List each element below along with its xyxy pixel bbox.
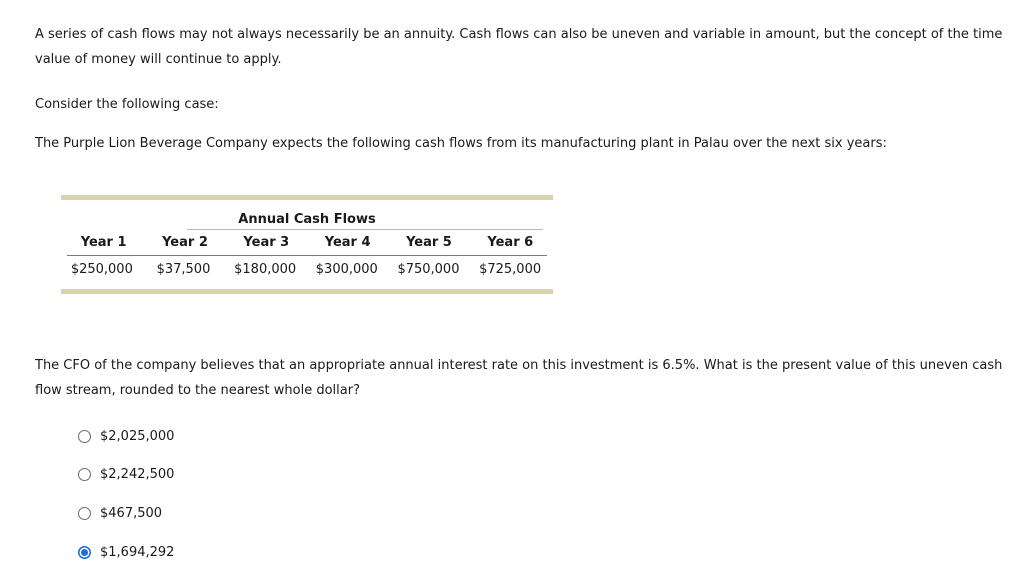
header-year-4: Year 4 <box>324 235 371 250</box>
value-year-2: $37,500 <box>156 262 211 277</box>
header-year-5: Year 5 <box>406 235 452 250</box>
header-year-6: Year 6 <box>487 235 534 250</box>
value-year-6: $725,000 <box>479 262 542 277</box>
option-label[interactable]: $1,694,292 <box>100 544 175 560</box>
value-year-1: $250,000 <box>70 262 133 277</box>
value-year-5: $750,000 <box>397 262 460 277</box>
answer-option[interactable] <box>78 464 174 486</box>
case-paragraph: The Purple Lion Beverage Company expects the following cash flows from its manufacturing plant in Palau over the next six years: <box>35 136 887 151</box>
option-label[interactable]: $2,025,000 <box>100 428 175 444</box>
value-year-4: $300,000 <box>315 262 378 277</box>
table-top-rule <box>61 195 553 200</box>
radio-button[interactable] <box>78 468 91 481</box>
answer-options <box>78 425 174 580</box>
table-title: Annual Cash Flows <box>238 212 376 227</box>
question-paragraph: The CFO of the company believes that an appropriate annual interest rate on this investment is 6.5%. What is the present value of this uneven cash flow stream, rounded to the nearest whole dollar? <box>35 358 1003 398</box>
value-year-3: $180,000 <box>234 262 297 277</box>
radio-button[interactable] <box>78 430 91 443</box>
header-year-1: Year 1 <box>80 235 127 250</box>
table-bottom-rule <box>61 289 553 294</box>
consider-paragraph: Consider the following case: <box>35 97 219 112</box>
option-label[interactable]: $467,500 <box>100 505 163 521</box>
table-value-row <box>61 256 553 283</box>
answer-option[interactable] <box>78 425 174 447</box>
answer-option[interactable] <box>78 541 174 563</box>
option-label[interactable]: $2,242,500 <box>100 467 175 483</box>
radio-button[interactable] <box>78 546 91 559</box>
radio-button[interactable] <box>78 507 91 520</box>
header-year-3: Year 3 <box>243 235 290 250</box>
header-year-2: Year 2 <box>162 235 208 250</box>
intro-paragraph: A series of cash flows may not always necessarily be an annuity. Cash flows can also be uneven and variable in amount, but the concept of the time value of money will continue to apply. <box>35 27 1003 67</box>
cash-flow-table <box>61 195 553 294</box>
answer-option[interactable] <box>78 502 174 524</box>
table-header-row <box>61 230 553 255</box>
